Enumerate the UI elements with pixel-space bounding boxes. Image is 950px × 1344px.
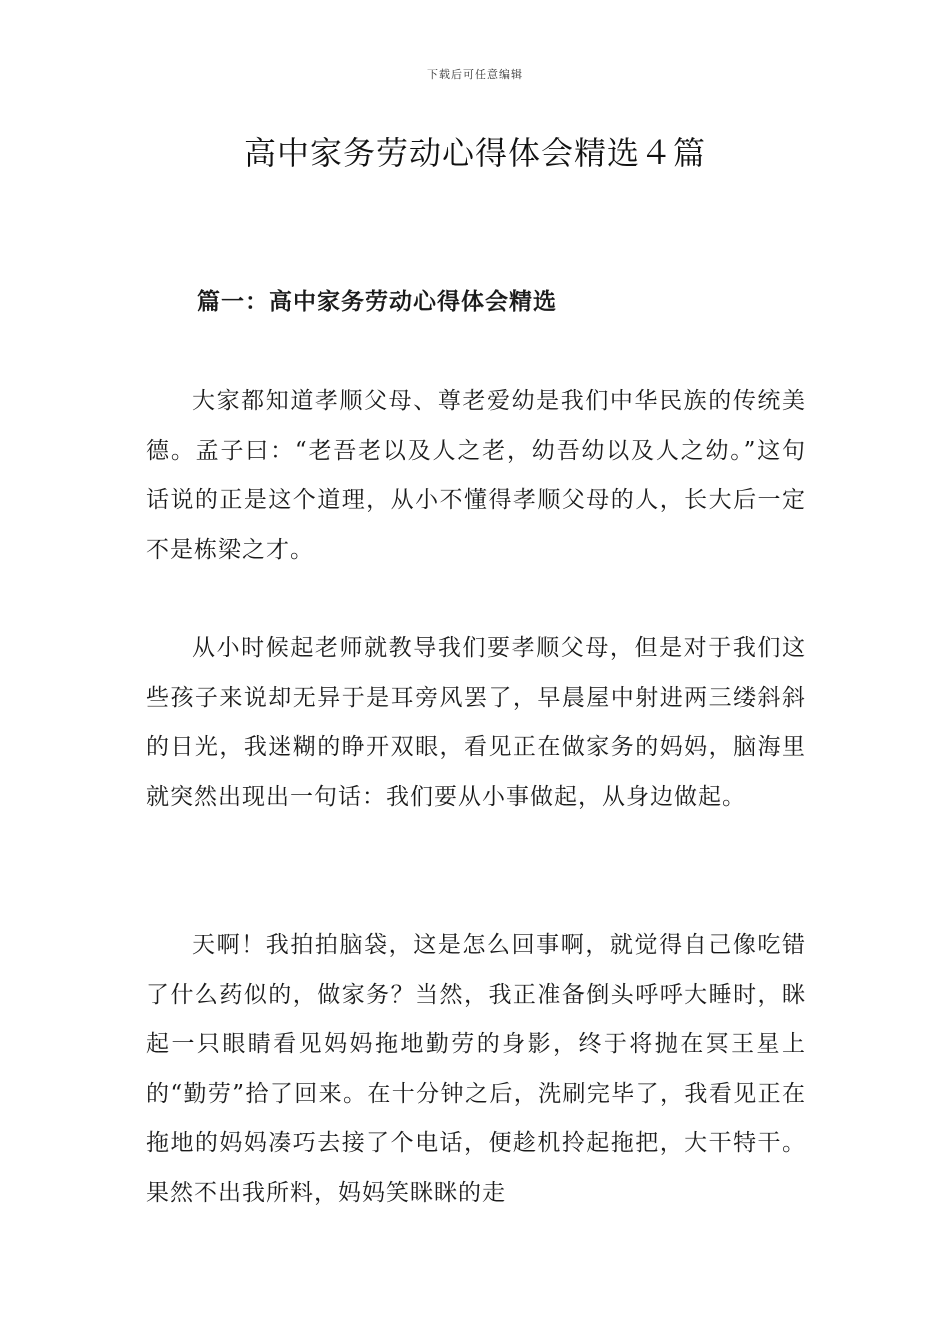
body-paragraph-3: 天啊！我拍拍脑袋，这是怎么回事啊，就觉得自己像吃错了什么药似的，做家务？当然，我正准备倒头呼呼大睡时，眯起一只眼睛看见妈妈拖地勤劳的身影，终于将抛在冥王星上的“勤劳”拾了回来。在十分钟之后，洗刷完毕了，我看见正在拖地的妈妈凑巧去接了个电话，便趁机拎起拖把，大干特干。果然不出我所料，妈妈笑眯眯的走 xyxy=(146,932,806,1206)
body-paragraph-2: 从小时候起老师就教导我们要孝顺父母，但是对于我们这些孩子来说却无异于是耳旁风罢了，早晨屋中射进两三缕斜斜的日光，我迷糊的睁开双眼，看见正在做家务的妈妈，脑海里就突然出现出一句话：我们要从小事做起，从身边做起。 xyxy=(146,635,806,810)
body-paragraph-1: 大家都知道孝顺父母、尊老爱幼是我们中华民族的传统美德。孟子曰：“老吾老以及人之老，幼吾幼以及人之幼。”这句话说的正是这个道理，从小不懂得孝顺父母的人，长大后一定不是栋梁之才。 xyxy=(146,388,806,563)
section-heading: 篇一：高中家务劳动心得体会精选 xyxy=(197,288,557,315)
document-title: 高中家务劳动心得体会精选４篇 xyxy=(243,134,706,172)
header-note: 下载后可任意编辑 xyxy=(427,68,523,81)
